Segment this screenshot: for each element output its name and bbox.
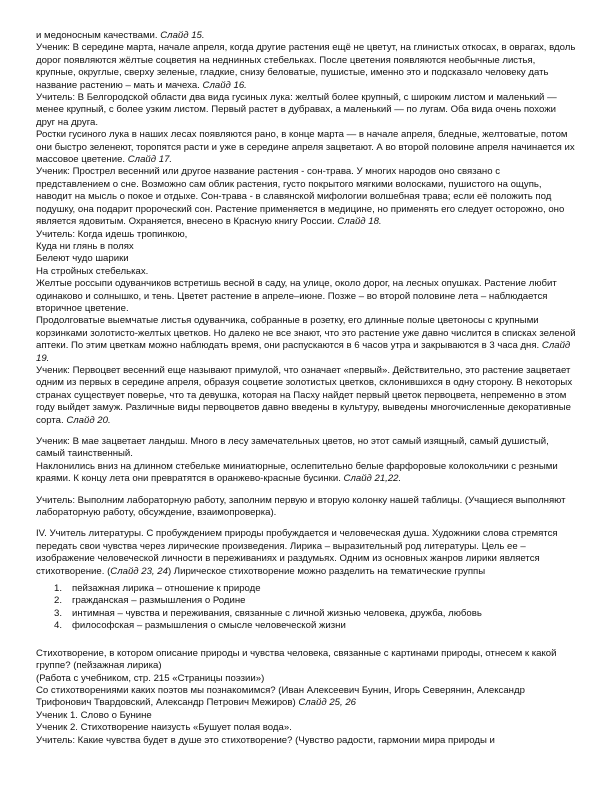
paragraph-text: IV. Учитель литературы. С пробуждением природы пробуждается и человеческая душа. Художники слова стремятся передать свои чувства через лирические произведения. Лирика – выразительный род литературы. Цель ее – изображение человеческой личности в переживаниях и раздумьях. Одним из основных жанров лирики является стихотворение. ( — [36, 528, 558, 577]
paragraph-text: Учитель: Выполним лабораторную работу, заполним первую и вторую колонку нашей таблицы. (Учащиеся выполняют лабораторную работу, обсуждение, взаимопроверка). — [36, 494, 566, 519]
paragraph — [36, 673, 576, 685]
slide-reference: Слайд 16. — [202, 79, 247, 91]
paragraph-text: Ученик: Первоцвет весенний еще называют примулой, что означает «первый». Действительно, это растение зацветает одним из первых в середине апреля, образуя соцветие золотистых цветков, склонившихся в одну сторону. В некоторых странах существует поверье, что та девушка, которая на Пасху найдет первый цветок первоцвета, непременно в этом году выйдет замуж. Различные виды первоцветов давно введены в культуру, выведены многочисленные декоративные сорта. — [36, 364, 573, 426]
list-item-text: гражданская – размышления о Родине — [72, 595, 246, 607]
list-item — [36, 620, 576, 632]
list-item-text: интимная – чувства и переживания, связанные с личной жизнью человека, дружба, любовь — [72, 607, 482, 619]
paragraph-gap — [36, 639, 576, 648]
paragraph-text-continued: ) Лирическое стихотворение можно разделить на тематические группы — [167, 565, 486, 577]
paragraph-text: Ученик: В мае зацветает ландыш. Много в лесу замечательных цветов, но этот самый изящный, самый душистый, самый таинственный. — [36, 436, 549, 460]
paragraph-text: Ростки гусиного лука в наших лесах появляются рано, в конце марта — в начале апреля, бледные, желтоватые, потом они быстро зеленеют, торопятся расти и уже в середине апреля зацветают. А во второй половине апреля начинается их массовое цветение. — [36, 129, 575, 166]
paragraph-text: Учитель: В Белгородской области два вида гусиных лука: желтый более крупный, с широким листом и маленький — менее крупный, с более узким листом. Первый растет в дубравах, а маленький — по лугам. Оба вида очень похожи друг на друга. — [36, 92, 557, 128]
list-item-text: пейзажная лирика – отношение к природе — [72, 583, 261, 595]
paragraph — [36, 129, 576, 166]
paragraph — [36, 229, 576, 241]
text-section-1 — [36, 30, 576, 578]
slide-reference: Слайд 15. — [160, 30, 205, 41]
paragraph-text: Стихотворение, в котором описание природы и чувства человека, связанные с картинами природы, отнесем к какой группе? (пейзажная лирика) — [36, 647, 557, 672]
paragraph-text: Куда ни глянь в полях — [36, 240, 134, 252]
list-item — [36, 595, 576, 607]
slide-reference: Слайд 20. — [66, 414, 111, 426]
list-item-number: 4. — [53, 620, 62, 632]
paragraph — [36, 735, 576, 747]
paragraph — [36, 365, 576, 427]
paragraph — [36, 461, 576, 486]
paragraph — [36, 266, 576, 278]
slide-reference: Слайд 21,22. — [343, 473, 402, 485]
lyric-genre-list — [36, 583, 576, 633]
paragraph-text: Продолговатые выемчатые листья одуванчика, собранные в розетку, его длинные полые цветоносы с крупными корзинками золотисто-желтых цветков. Но далеко не все знают, что это растение уже давно числится в списках зеленой аптеки. По этим цветкам можно наблюдать время, они распускаются в 6 часов утра и закрываются в 3 часа дня. — [36, 315, 576, 352]
paragraph-gap — [36, 427, 576, 436]
paragraph — [36, 685, 576, 710]
paragraph — [36, 495, 576, 520]
slide-reference: Слайд 25, 26 — [298, 697, 356, 709]
paragraph-text: Учитель: Какие чувства будет в душе это стихотворение? (Чувство радости, гармонии мира природы и — [36, 734, 495, 746]
paragraph-text: Ученик 1. Слово о Бунине — [36, 709, 152, 721]
paragraph — [36, 528, 576, 578]
paragraph — [36, 166, 576, 228]
slide-reference: Слайд 19. — [36, 340, 571, 364]
slide-reference: Слайд 23, 24 — [110, 565, 168, 577]
paragraph-text: Желтые россыпи одуванчиков встретишь весной в саду, на улице, около дорог, на лесных опушках. Растение любит одинаково и солнышко, и тень. Цветет растение в апреле–июне. Позже – во второй половине лета – наблюдается вторичное цветение. — [36, 278, 557, 314]
list-item-number: 1. — [53, 583, 62, 595]
list-item-number: 2. — [53, 595, 62, 607]
paragraph-text: Ученик: Прострел весенний или другое название растения - сон-трава. У многих народов оно связано с представлением о сне. Возможно сам облик растения, густо покрытого мягкими волосками, пушистого на ощупь, наводит на мысль о покое и отдыхе. Сон-трава - в славянской мифологии волшебная трава; если её положить под подушку, она подарит пророческий сон. Растение применяется в медицине, но применять его следует осторожно, оно является ядовитым. Охраняется, внесено в Красную книгу России. — [36, 166, 565, 228]
paragraph-text: (Работа с учебником, стр. 215 «Страницы поэзии») — [36, 672, 265, 684]
paragraph — [36, 436, 576, 461]
text-section-2 — [36, 639, 576, 747]
paragraph — [36, 253, 576, 265]
paragraph — [36, 722, 576, 734]
list-item — [36, 608, 576, 620]
paragraph-text: На стройных стебельках. — [36, 265, 149, 277]
paragraph-text: Со стихотворениями каких поэтов мы познакомимся? (Иван Алексеевич Бунин, Игорь Северянин, Александр Трифонович Твардовский, Александр Петрович Межиров) — [36, 684, 525, 709]
paragraph — [36, 278, 576, 315]
list-item — [36, 583, 576, 595]
paragraph-text: Ученик 2. Стихотворение наизусть «Бушует полая вода». — [36, 722, 292, 734]
list-item-text: философская – размышления о смысле человеческой жизни — [72, 620, 346, 632]
paragraph — [36, 30, 576, 42]
slide-reference: Слайд 18. — [337, 216, 382, 228]
paragraph — [36, 42, 576, 92]
paragraph — [36, 710, 576, 722]
paragraph — [36, 648, 576, 673]
paragraph — [36, 241, 576, 253]
slide-reference: Слайд 17. — [127, 154, 173, 166]
paragraph-text: и медоносным качествами. — [36, 30, 161, 41]
list-item-number: 3. — [53, 607, 62, 619]
paragraph-gap — [36, 486, 576, 495]
document-page — [36, 30, 576, 747]
paragraph-text: Белеют чудо шарики — [36, 253, 129, 265]
paragraph-text: Наклонились вниз на длинном стебельке миниатюрные, ослепительно белые фарфоровые колокольчики с резными краями. К концу лета они превратятся в оранжево-красные бусинки. — [36, 460, 558, 485]
paragraph — [36, 92, 576, 129]
paragraph-gap — [36, 519, 576, 528]
paragraph-text: Учитель: Когда идешь тропинкою, — [36, 228, 188, 240]
paragraph-text: Ученик: В середине марта, начале апреля, когда другие растения ещё не цветут, на глинистых откосах, в оврагах, вдоль дорог появляются жёлтые соцветия на неднинных стебельках. После цветения появляются необычные листья, крупные, округлые, сверху зеленые, гладкие, снизу беловатые, пушистые, именно это и подсказало человеку дать название растению – мать и мачеха. — [36, 42, 576, 91]
paragraph — [36, 315, 576, 365]
